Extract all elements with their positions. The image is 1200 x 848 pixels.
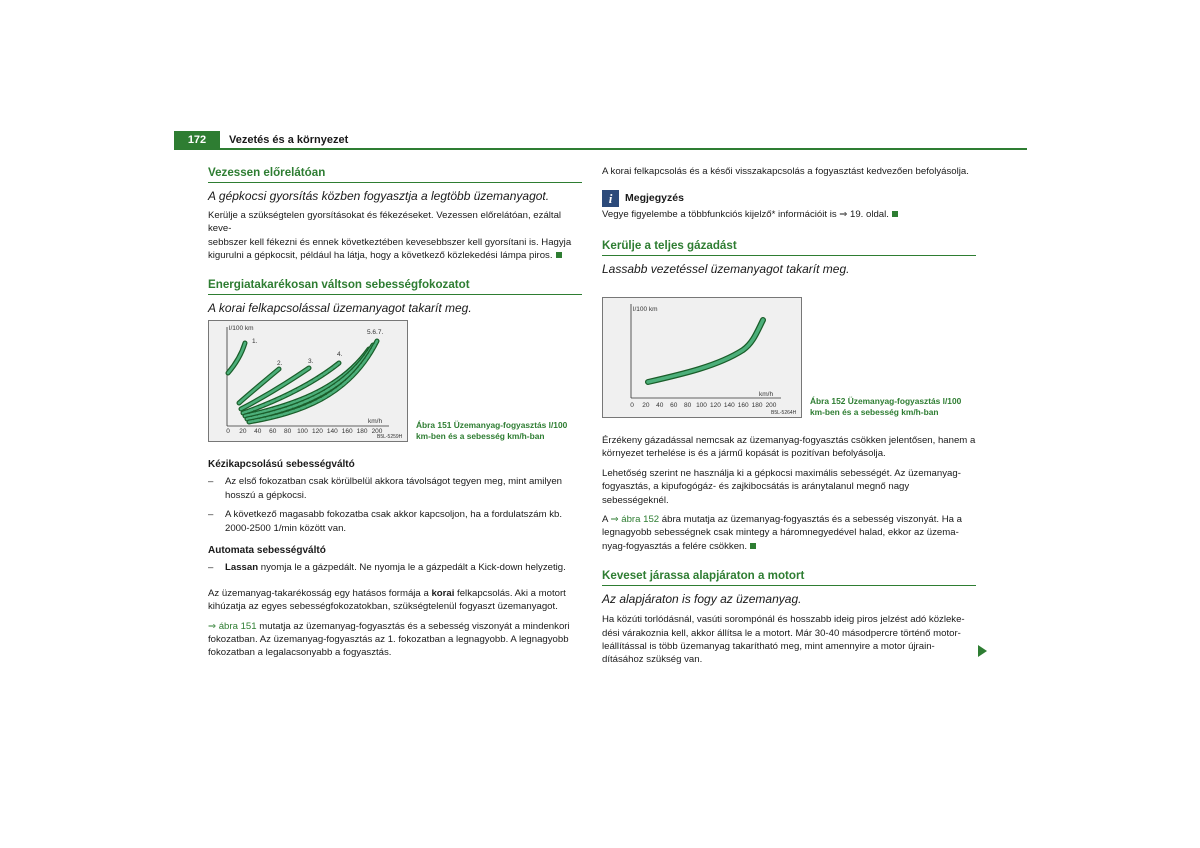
paragraph [208, 620, 582, 660]
bold-word: Lassan [225, 562, 259, 574]
x-tick-label: 0 [226, 428, 230, 435]
section-heading-gear-shift: Energiatakarékosan váltson sebességfokozatot [208, 277, 582, 295]
text-line: hosszú a gépkocsi. [225, 489, 307, 501]
bold-word: korai [431, 587, 455, 599]
list-item [208, 561, 582, 574]
info-icon: i [602, 190, 619, 207]
x-axis-unit: km/h [368, 418, 383, 425]
page-number: 172 [174, 131, 220, 149]
right-column [602, 165, 976, 277]
caption-line: Ábra 152 Üzemanyag-fogyasztás l/100 [810, 396, 962, 406]
x-tick-label: 200 [371, 428, 383, 435]
curve-label-4: 4. [337, 351, 343, 358]
caption-line: Ábra 151 Üzemanyag-fogyasztás l/100 [416, 420, 568, 430]
manual-gearbox-title: Kézikapcsolású sebességváltó [208, 459, 355, 470]
automatic-gearbox-title: Automata sebességváltó [208, 545, 326, 557]
curve-label-5-6-7: 5.6.7. [367, 329, 384, 336]
text-line: környezet terhelése is és a jármű kopását is pozitívan befolyásolja. [602, 448, 886, 460]
y-axis-label: l/100 km [229, 325, 254, 332]
text-line: sebbszer kell fékezni és ennek következtében kevesebbszer kell gyorsítani is. Hagyja [208, 236, 572, 248]
text-line [208, 249, 582, 262]
x-tick-label: 180 [751, 402, 763, 409]
end-of-section-icon [556, 252, 562, 258]
header-rule [174, 148, 1027, 150]
gear-curves [228, 341, 377, 422]
x-tick-label: 160 [737, 402, 749, 409]
text-line-content: kigurulni a gépkocsit, például ha látja, hogy a következő közlekedési lámpa piros. [208, 250, 553, 262]
text-line-content: Az üzemanyag-takarékosság egy hatásos formája a [208, 587, 432, 599]
figure-152-chart [602, 297, 802, 418]
x-tick-label: 40 [254, 428, 262, 435]
figure-152-svg [603, 298, 801, 417]
x-tick-labels [630, 402, 777, 409]
x-tick-label: 200 [765, 402, 777, 409]
left-column [208, 165, 582, 316]
list-item [208, 475, 582, 502]
text-line-content: A [602, 514, 611, 526]
figure-151-svg [209, 321, 407, 441]
note-box [602, 190, 976, 207]
section-body-anticipate [208, 209, 582, 263]
x-axis-unit: km/h [759, 391, 774, 398]
text-line [208, 620, 582, 633]
text-line: fogyasztás, a kipufogógáz- és zajkibocsátás is aránytalanul megnő nagy sebességeknél. [602, 481, 910, 506]
text-line [208, 587, 582, 600]
text-line-content: Vegye figyelembe a többfunkciós kijelző* információit is ⇒ 19. oldal. [602, 209, 889, 221]
paragraph [602, 467, 976, 507]
x-tick-label: 60 [670, 402, 678, 409]
chapter-title: Vezetés és a környezet [229, 134, 349, 146]
list-item [208, 508, 582, 535]
end-of-section-icon [750, 543, 756, 549]
text-line: Kerülje a szükségtelen gyorsításokat és fékezéseket. Vezessen előrelátóan, ezáltal keve- [208, 210, 562, 235]
text-line: fokozatban. Az üzemanyag-fogyasztás az 1. fokozatban a legnagyobb. A legnagyobb [208, 634, 569, 646]
text-line-content: nyomja le a gázpedált. Ne nyomja le a gázpedált a Kick-down helyzetig. [258, 562, 566, 574]
figure-151-chart [208, 320, 408, 442]
figure-151-link[interactable]: ⇒ ábra 151 [208, 620, 257, 632]
curve-label-3: 3. [308, 358, 314, 365]
text-line-content: nyag-fogyasztás a felére csökken. [602, 540, 748, 552]
figure-151-caption [416, 420, 567, 442]
x-tick-label: 60 [269, 428, 277, 435]
text-line: – A következő magasabb fokozatba csak akkor kapcsoljon, ha a fordulatszám kb. [225, 509, 563, 521]
text-line-content: ábra mutatja az üzemanyag-fogyasztás és a sebesség viszonyát. Ha a [659, 514, 963, 526]
paragraph [602, 513, 976, 553]
paragraph [208, 587, 582, 614]
x-tick-label: 100 [696, 402, 707, 409]
text-line [602, 513, 976, 526]
x-tick-label: 80 [683, 402, 692, 409]
x-tick-label: 180 [356, 428, 368, 435]
text-line-content: felkapcsolás. Aki a motort [454, 587, 566, 599]
text-line: dési várakoznia kell, akkor állítsa le a motort. Már 30-40 másodpercre történő motor- [602, 627, 961, 639]
figure-152-caption [810, 396, 961, 418]
figure-code: B5L-5259H [377, 434, 403, 440]
left-lower-column [208, 458, 582, 660]
paragraph [602, 434, 976, 461]
x-tick-label: 20 [239, 428, 247, 435]
text-line: Ha közúti torlódásnál, vasúti sorompónál és hosszabb ideig piros jelzést adó közleke- [602, 614, 965, 626]
continue-arrow-icon[interactable] [978, 645, 987, 657]
x-tick-label: 120 [709, 402, 721, 409]
text-line: 2000-2500 1/min között van. [225, 522, 347, 534]
paragraph [602, 613, 976, 667]
x-tick-label: 160 [341, 428, 353, 435]
section-lead-anticipate: A gépkocsi gyorsítás közben fogyasztja a legtöbb üzemanyagot. [208, 189, 550, 203]
section-lead-full-throttle: Lassabb vezetéssel üzemanyagot takarít meg. [602, 261, 850, 276]
figure-152-link[interactable]: ⇒ ábra 152 [610, 514, 660, 526]
text-line: Lehetőség szerint ne használja ki a gépkocsi maximális sebességét. Az üzemanyag- [602, 467, 961, 479]
intro-text: A korai felkapcsolás és a késői visszakapcsolás a fogyasztást kedvezően befolyásolja. [602, 166, 969, 177]
section-lead-idle: Az alapjáraton is fogy az üzemanyag. [602, 592, 802, 607]
x-tick-label: 100 [297, 428, 308, 435]
text-line: dításához szükség van. [602, 654, 703, 666]
section-lead-gear-shift: A korai felkapcsolással üzemanyagot takarít meg. [208, 300, 472, 315]
x-tick-label: 140 [326, 428, 338, 435]
x-tick-label: 40 [656, 402, 664, 409]
note-text [602, 208, 976, 221]
text-line: – Az első fokozatban csak körülbelül akkora távolságot tegyen meg, mint amilyen [225, 476, 563, 488]
y-axis-label: l/100 km [633, 306, 658, 313]
x-tick-label: 120 [311, 428, 323, 435]
text-line: fokozatban a legalacsonyabb a fogyasztás. [208, 647, 392, 659]
section-heading-idle: Keveset járassa alapjáraton a motort [602, 568, 976, 586]
note-title: Megjegyzés [625, 192, 684, 205]
curve-label-2: 2. [277, 360, 283, 367]
section-heading-anticipate: Vezessen előrelátóan [208, 165, 582, 183]
x-tick-label: 0 [630, 402, 634, 409]
x-tick-label: 20 [642, 402, 650, 409]
text-line: Érzékeny gázadással nemcsak az üzemanyag-fogyasztás csökken jelentősen, hanem a [602, 435, 976, 446]
section-heading-full-throttle: Kerülje a teljes gázadást [602, 238, 976, 256]
text-line: kihúzatja az egyes sebességfokozatokban, szükségtelenül fogyaszt üzemanyagot. [208, 601, 558, 613]
consumption-curve-outline [648, 320, 763, 382]
x-tick-label: 140 [723, 402, 735, 409]
x-tick-label: 80 [283, 428, 292, 435]
right-lower-column [602, 434, 976, 667]
x-tick-labels [226, 428, 383, 435]
caption-line: km-ben és a sebesség km/h-ban [810, 407, 939, 417]
curve-label-1: 1. [252, 338, 258, 345]
text-line [602, 540, 976, 553]
text-line-content: mutatja az üzemanyag-fogyasztás és a sebesség viszonyát a mindenkori [256, 620, 570, 632]
end-of-section-icon [892, 211, 898, 217]
text-line: leállítással is több üzemanyag takarítható meg, mint amennyire a motor újrain- [602, 641, 935, 653]
text-line: legnagyobb sebességnek csak mintegy a háromnegyedével halad, ekkor az üzema- [602, 527, 959, 539]
figure-code: B5L-5264H [771, 410, 797, 416]
caption-line: km-ben és a sebesség km/h-ban [416, 431, 545, 441]
